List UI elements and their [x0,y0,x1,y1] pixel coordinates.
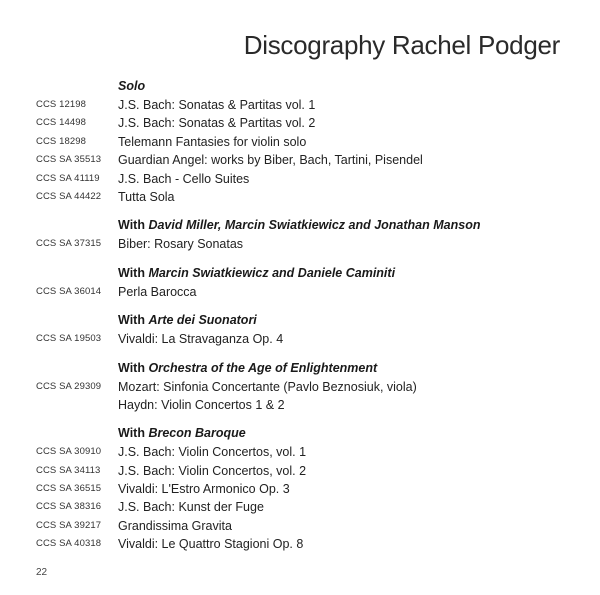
release-title: Perla Barocca [118,284,197,299]
release-title: J.S. Bach: Violin Concertos, vol. 1 [118,445,307,460]
release-row [0,480,600,498]
section-heading-prefix: With [118,313,149,328]
section-heading [118,311,600,330]
section-heading-prefix: With [118,426,149,441]
release-row [0,396,600,414]
catalog-number: CCS SA 30910 [36,446,102,458]
catalog-number: CCS SA 38316 [36,501,102,513]
release-title: Tutta Sola [118,189,175,204]
release-title: Haydn: Violin Concertos 1 & 2 [118,397,285,412]
release-row [0,96,600,114]
release-title: J.S. Bach: Sonatas & Partitas vol. 1 [118,98,316,112]
section-heading-ensemble: Orchestra of the Age of Enlightenment [148,360,378,375]
release-title: Vivaldi: L'Estro Armonico Op. 3 [118,482,290,497]
catalog-number: CCS SA 19503 [36,333,102,345]
release-row [0,283,600,301]
section-heading-prefix: With [118,265,149,280]
release-title: Mozart: Sinfonia Concertante (Pavlo Beznosiuk, viola) [118,379,417,394]
section-heading-prefix: With [118,218,149,233]
release-row [0,330,600,348]
release-row [0,151,600,169]
section-heading-ensemble: Brecon Baroque [148,426,246,441]
release-title: J.S. Bach: Kunst der Fuge [118,500,264,515]
catalog-number: CCS SA 39217 [36,519,102,531]
page-number: 22 [36,567,48,578]
release-row [0,462,600,480]
release-title: Vivaldi: La Stravaganza Op. 4 [118,332,284,347]
catalog-number: CCS SA 34113 [36,464,101,476]
catalog-number: CCS SA 36515 [36,483,102,495]
release-row [0,535,600,553]
catalog-number: CCS SA 37315 [36,238,102,250]
catalog-number: CCS SA 29309 [36,380,102,392]
release-title: J.S. Bach - Cello Suites [118,171,250,186]
section-heading [118,264,600,283]
section-heading [118,216,600,235]
catalog-number: CCS SA 36014 [36,285,102,297]
release-row [0,133,600,151]
release-row [0,170,600,188]
discography-section [0,264,600,301]
release-title: Grandissima Gravita [118,518,232,533]
discography-section [0,424,600,553]
section-heading [118,77,600,96]
discography-list [0,77,600,564]
catalog-number: CCS 12198 [36,99,87,110]
discography-section [0,311,600,348]
release-row [0,498,600,516]
section-heading [118,359,600,378]
release-title: Telemann Fantasies for violin solo [118,134,307,149]
release-title: J.S. Bach: Violin Concertos, vol. 2 [118,463,307,478]
release-row [0,235,600,253]
release-row [0,443,600,461]
discography-section [0,359,600,415]
catalog-number: CCS SA 41119 [36,172,100,184]
release-title: J.S. Bach: Sonatas & Partitas vol. 2 [118,116,316,131]
section-heading-ensemble: Solo [118,79,146,93]
discography-section [0,216,600,253]
release-row [0,378,600,396]
release-title: Biber: Rosary Sonatas [118,237,244,252]
release-title: Guardian Angel: works by Biber, Bach, Tartini, Pisendel [118,153,423,168]
catalog-number: CCS SA 35513 [36,154,102,166]
catalog-number: CCS 18298 [36,135,87,147]
release-row [0,114,600,132]
section-heading-ensemble: Arte dei Suonatori [148,313,257,328]
section-heading-ensemble: David Miller, Marcin Swiatkiewicz and Jonathan Manson [148,218,481,233]
section-heading-ensemble: Marcin Swiatkiewicz and Daniele Caminiti [148,265,396,280]
release-title: Vivaldi: Le Quattro Stagioni Op. 8 [118,537,304,552]
catalog-number: CCS SA 44422 [36,190,102,202]
release-row [0,517,600,535]
catalog-number: CCS SA 40318 [36,538,102,550]
section-heading-prefix: With [118,360,149,375]
section-heading [118,424,600,443]
release-row [0,188,600,206]
discography-section [0,77,600,206]
page-title: Discography Rachel Podger [243,30,560,60]
catalog-number: CCS 14498 [36,117,87,129]
